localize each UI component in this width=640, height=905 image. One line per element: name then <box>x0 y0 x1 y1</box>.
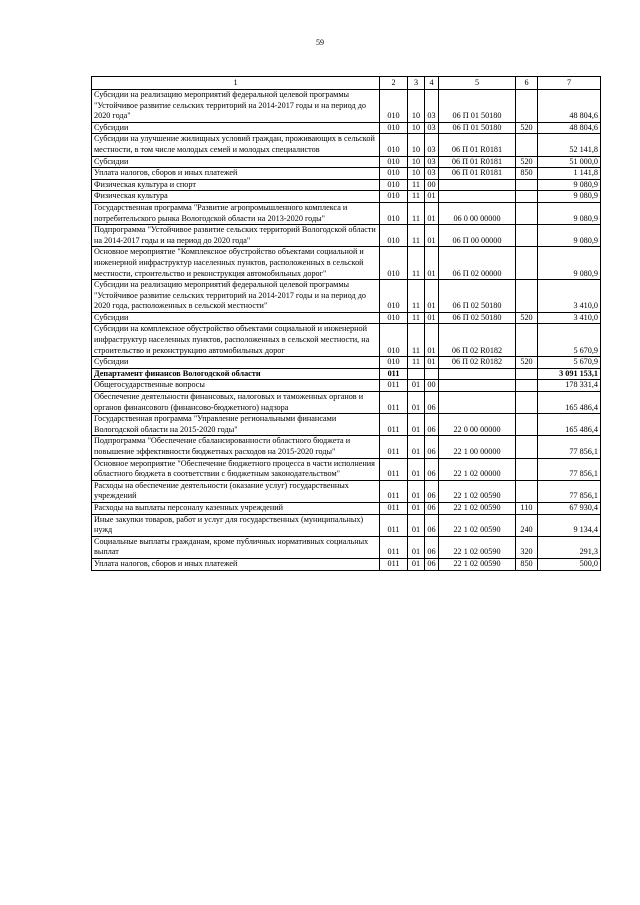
row-expense-type-cell <box>516 191 538 203</box>
row-amount-cell: 3 410,0 <box>538 312 601 324</box>
header-cell: 4 <box>425 77 439 90</box>
row-amount-cell: 52 141,8 <box>538 134 601 156</box>
table-row <box>92 156 601 168</box>
row-code-cell: 010 <box>380 90 408 123</box>
row-section-cell <box>408 368 425 380</box>
row-name-cell: Субсидии <box>92 357 380 369</box>
row-target-article-cell <box>439 392 516 414</box>
row-section-cell: 11 <box>408 225 425 247</box>
row-expense-type-cell: 520 <box>516 312 538 324</box>
row-expense-type-cell <box>516 134 538 156</box>
row-code-cell: 010 <box>380 357 408 369</box>
row-section-cell: 11 <box>408 312 425 324</box>
row-amount-cell: 165 486,4 <box>538 392 601 414</box>
table-row <box>92 312 601 324</box>
row-code-cell: 010 <box>380 191 408 203</box>
row-code-cell: 011 <box>380 392 408 414</box>
row-amount-cell: 178 331,4 <box>538 380 601 392</box>
row-expense-type-cell <box>516 225 538 247</box>
row-subsection-cell: 06 <box>425 392 439 414</box>
row-name-cell: Субсидии <box>92 156 380 168</box>
row-amount-cell: 9 134,4 <box>538 514 601 536</box>
row-section-cell: 01 <box>408 480 425 502</box>
row-subsection-cell: 06 <box>425 514 439 536</box>
row-subsection-cell: 03 <box>425 90 439 123</box>
row-subsection-cell: 06 <box>425 536 439 558</box>
row-target-article-cell <box>439 191 516 203</box>
table-row <box>92 191 601 203</box>
row-target-article-cell <box>439 380 516 392</box>
row-target-article-cell: 22 1 02 00590 <box>439 558 516 570</box>
row-name-cell: Основное мероприятие "Комплексное обустройство объектами социальной и инженерной инфраструктур населенных пунктов, расположенных в сельской местности, строительство и реконструкция автомобильных дорог" <box>92 247 380 280</box>
row-expense-type-cell: 320 <box>516 536 538 558</box>
row-name-cell: Государственная программа "Управление региональными финансами Вологодской области на 2015-2020 годы" <box>92 414 380 436</box>
row-code-cell: 011 <box>380 436 408 458</box>
row-code-cell: 010 <box>380 280 408 313</box>
row-target-article-cell: 06 П 02 00000 <box>439 247 516 280</box>
row-subsection-cell: 06 <box>425 480 439 502</box>
row-section-cell: 11 <box>408 324 425 357</box>
row-code-cell: 011 <box>380 368 408 380</box>
table-row <box>92 247 601 280</box>
row-expense-type-cell <box>516 480 538 502</box>
row-target-article-cell: 06 П 02 50180 <box>439 312 516 324</box>
row-subsection-cell <box>425 368 439 380</box>
table-row <box>92 134 601 156</box>
row-expense-type-cell <box>516 179 538 191</box>
row-section-cell: 11 <box>408 202 425 224</box>
row-name-cell: Уплата налогов, сборов и иных платежей <box>92 558 380 570</box>
row-amount-cell: 165 486,4 <box>538 414 601 436</box>
row-target-article-cell: 22 1 02 00590 <box>439 502 516 514</box>
row-name-cell: Физическая культура и спорт <box>92 179 380 191</box>
row-expense-type-cell: 520 <box>516 156 538 168</box>
row-expense-type-cell <box>516 458 538 480</box>
budget-table <box>91 76 601 571</box>
table-row <box>92 458 601 480</box>
table-row <box>92 436 601 458</box>
row-section-cell: 01 <box>408 380 425 392</box>
row-code-cell: 011 <box>380 458 408 480</box>
row-target-article-cell: 06 П 01 R0181 <box>439 168 516 180</box>
table-row <box>92 536 601 558</box>
row-code-cell: 011 <box>380 558 408 570</box>
table-row <box>92 168 601 180</box>
row-expense-type-cell: 240 <box>516 514 538 536</box>
row-amount-cell: 9 080,9 <box>538 191 601 203</box>
row-name-cell: Департамент финансов Вологодской области <box>92 368 380 380</box>
row-subsection-cell: 01 <box>425 225 439 247</box>
row-target-article-cell: 22 0 00 00000 <box>439 414 516 436</box>
row-section-cell: 01 <box>408 392 425 414</box>
row-target-article-cell <box>439 368 516 380</box>
table-row <box>92 357 601 369</box>
row-section-cell: 01 <box>408 536 425 558</box>
row-section-cell: 10 <box>408 122 425 134</box>
table-row <box>92 90 601 123</box>
row-name-cell: Субсидии <box>92 122 380 134</box>
header-cell: 2 <box>380 77 408 90</box>
row-code-cell: 011 <box>380 502 408 514</box>
row-section-cell: 11 <box>408 280 425 313</box>
row-section-cell: 11 <box>408 191 425 203</box>
table-row <box>92 514 601 536</box>
row-section-cell: 11 <box>408 179 425 191</box>
row-amount-cell: 1 141,8 <box>538 168 601 180</box>
row-expense-type-cell: 850 <box>516 558 538 570</box>
row-amount-cell: 67 930,4 <box>538 502 601 514</box>
row-target-article-cell: 06 0 00 00000 <box>439 202 516 224</box>
table-row <box>92 368 601 380</box>
row-name-cell: Основное мероприятие "Обеспечение бюджетного процесса в части исполнения областного бюджета в соответствии с бюджетным законодательством" <box>92 458 380 480</box>
row-section-cell: 10 <box>408 134 425 156</box>
row-subsection-cell: 01 <box>425 191 439 203</box>
row-name-cell: Субсидии на реализацию мероприятий федеральной целевой программы "Устойчивое развитие сельских территорий на 2014-2017 годы и на период до 2020 года, расположенных в сельской местности" <box>92 280 380 313</box>
row-target-article-cell: 06 П 01 50180 <box>439 122 516 134</box>
row-subsection-cell: 06 <box>425 502 439 514</box>
row-target-article-cell: 22 1 02 00000 <box>439 458 516 480</box>
row-name-cell: Обеспечение деятельности финансовых, налоговых и таможенных органов и органов финансового (финансово-бюджетного) надзора <box>92 392 380 414</box>
row-code-cell: 010 <box>380 225 408 247</box>
table-row <box>92 502 601 514</box>
row-expense-type-cell <box>516 202 538 224</box>
row-code-cell: 010 <box>380 122 408 134</box>
table-row <box>92 179 601 191</box>
table-row <box>92 558 601 570</box>
row-name-cell: Подпрограмма "Устойчивое развитие сельских территорий Вологодской области на 2014-2017 годы и на период до 2020 года" <box>92 225 380 247</box>
row-subsection-cell: 03 <box>425 156 439 168</box>
row-subsection-cell: 01 <box>425 280 439 313</box>
table-row <box>92 202 601 224</box>
row-amount-cell: 3 410,0 <box>538 280 601 313</box>
row-code-cell: 011 <box>380 514 408 536</box>
row-target-article-cell: 06 П 02 R0182 <box>439 357 516 369</box>
row-section-cell: 01 <box>408 436 425 458</box>
row-name-cell: Иные закупки товаров, работ и услуг для государственных (муниципальных) нужд <box>92 514 380 536</box>
row-target-article-cell: 06 П 01 50180 <box>439 90 516 123</box>
row-amount-cell: 3 091 153,1 <box>538 368 601 380</box>
row-amount-cell: 9 080,9 <box>538 202 601 224</box>
row-target-article-cell: 22 1 02 00590 <box>439 480 516 502</box>
row-section-cell: 01 <box>408 458 425 480</box>
row-expense-type-cell: 520 <box>516 122 538 134</box>
row-subsection-cell: 00 <box>425 179 439 191</box>
row-amount-cell: 500,0 <box>538 558 601 570</box>
row-expense-type-cell: 850 <box>516 168 538 180</box>
row-amount-cell: 9 080,9 <box>538 179 601 191</box>
row-code-cell: 010 <box>380 156 408 168</box>
row-amount-cell: 48 804,6 <box>538 90 601 123</box>
row-amount-cell: 77 856,1 <box>538 436 601 458</box>
row-subsection-cell: 01 <box>425 357 439 369</box>
row-amount-cell: 77 856,1 <box>538 458 601 480</box>
row-subsection-cell: 06 <box>425 436 439 458</box>
row-code-cell: 010 <box>380 134 408 156</box>
row-subsection-cell: 03 <box>425 134 439 156</box>
header-cell: 7 <box>538 77 601 90</box>
row-code-cell: 010 <box>380 247 408 280</box>
row-target-article-cell <box>439 179 516 191</box>
row-section-cell: 11 <box>408 357 425 369</box>
row-target-article-cell: 22 1 02 00590 <box>439 536 516 558</box>
page-number: 59 <box>316 38 324 47</box>
row-expense-type-cell <box>516 324 538 357</box>
row-amount-cell: 48 804,6 <box>538 122 601 134</box>
row-section-cell: 11 <box>408 247 425 280</box>
row-section-cell: 10 <box>408 168 425 180</box>
row-expense-type-cell <box>516 90 538 123</box>
header-cell: 1 <box>92 77 380 90</box>
row-expense-type-cell <box>516 436 538 458</box>
row-name-cell: Субсидии на реализацию мероприятий федеральной целевой программы "Устойчивое развитие сельских территорий на 2014-2017 годы и на период до 2020 года" <box>92 90 380 123</box>
row-name-cell: Субсидии на комплексное обустройство объектами социальной и инженерной инфраструктур населенных пунктов, расположенных в сельской местности, на строительство и реконструкцию автомобильных дорог <box>92 324 380 357</box>
table-row <box>92 324 601 357</box>
row-code-cell: 011 <box>380 536 408 558</box>
row-name-cell: Субсидии на улучшение жилищных условий граждан, проживающих в сельской местности, в том числе молодых семей и молодых специалистов <box>92 134 380 156</box>
row-name-cell: Расходы на обеспечение деятельности (оказание услуг) государственных учреждений <box>92 480 380 502</box>
row-expense-type-cell <box>516 414 538 436</box>
row-target-article-cell: 06 П 02 50180 <box>439 280 516 313</box>
row-subsection-cell: 01 <box>425 202 439 224</box>
row-code-cell: 010 <box>380 179 408 191</box>
table-row <box>92 380 601 392</box>
row-amount-cell: 5 670,9 <box>538 357 601 369</box>
row-expense-type-cell <box>516 380 538 392</box>
header-cell: 6 <box>516 77 538 90</box>
row-name-cell: Уплата налогов, сборов и иных платежей <box>92 168 380 180</box>
row-subsection-cell: 01 <box>425 324 439 357</box>
row-section-cell: 10 <box>408 156 425 168</box>
row-expense-type-cell <box>516 392 538 414</box>
row-subsection-cell: 06 <box>425 458 439 480</box>
row-name-cell: Подпрограмма "Обеспечение сбалансированности областного бюджета и повышение эффективности бюджетных расходов на 2015-2020 годы" <box>92 436 380 458</box>
row-target-article-cell: 22 1 02 00590 <box>439 514 516 536</box>
table-row <box>92 392 601 414</box>
row-code-cell: 010 <box>380 202 408 224</box>
row-section-cell: 01 <box>408 514 425 536</box>
header-cell: 3 <box>408 77 425 90</box>
row-subsection-cell: 03 <box>425 122 439 134</box>
row-amount-cell: 51 000,0 <box>538 156 601 168</box>
table-row <box>92 480 601 502</box>
row-target-article-cell: 22 1 00 00000 <box>439 436 516 458</box>
row-expense-type-cell: 110 <box>516 502 538 514</box>
row-expense-type-cell <box>516 368 538 380</box>
row-amount-cell: 291,3 <box>538 536 601 558</box>
row-code-cell: 011 <box>380 380 408 392</box>
row-name-cell: Общегосударственные вопросы <box>92 380 380 392</box>
row-name-cell: Физическая культура <box>92 191 380 203</box>
row-section-cell: 01 <box>408 414 425 436</box>
row-expense-type-cell <box>516 280 538 313</box>
row-name-cell: Расходы на выплаты персоналу казенных учреждений <box>92 502 380 514</box>
row-subsection-cell: 06 <box>425 414 439 436</box>
table-header-row <box>92 77 601 90</box>
row-subsection-cell: 03 <box>425 168 439 180</box>
row-name-cell: Субсидии <box>92 312 380 324</box>
row-target-article-cell: 06 П 01 R0181 <box>439 156 516 168</box>
row-amount-cell: 9 080,9 <box>538 247 601 280</box>
row-amount-cell: 77 856,1 <box>538 480 601 502</box>
row-amount-cell: 9 080,9 <box>538 225 601 247</box>
row-expense-type-cell: 520 <box>516 357 538 369</box>
row-subsection-cell: 01 <box>425 247 439 280</box>
row-target-article-cell: 06 П 01 R0181 <box>439 134 516 156</box>
row-target-article-cell: 06 П 00 00000 <box>439 225 516 247</box>
table-row <box>92 225 601 247</box>
row-code-cell: 010 <box>380 324 408 357</box>
row-name-cell: Государственная программа "Развитие агропромышленного комплекса и потребительского рынка Вологодской области на 2013-2020 годы" <box>92 202 380 224</box>
row-code-cell: 010 <box>380 312 408 324</box>
row-section-cell: 10 <box>408 90 425 123</box>
row-section-cell: 01 <box>408 558 425 570</box>
row-subsection-cell: 01 <box>425 312 439 324</box>
row-subsection-cell: 06 <box>425 558 439 570</box>
row-code-cell: 010 <box>380 168 408 180</box>
row-amount-cell: 5 670,9 <box>538 324 601 357</box>
row-section-cell: 01 <box>408 502 425 514</box>
row-code-cell: 011 <box>380 414 408 436</box>
header-cell: 5 <box>439 77 516 90</box>
table-row <box>92 414 601 436</box>
row-name-cell: Социальные выплаты гражданам, кроме публичных нормативных социальных выплат <box>92 536 380 558</box>
row-code-cell: 011 <box>380 480 408 502</box>
row-expense-type-cell <box>516 247 538 280</box>
table-row <box>92 122 601 134</box>
row-subsection-cell: 00 <box>425 380 439 392</box>
table-row <box>92 280 601 313</box>
row-target-article-cell: 06 П 02 R0182 <box>439 324 516 357</box>
